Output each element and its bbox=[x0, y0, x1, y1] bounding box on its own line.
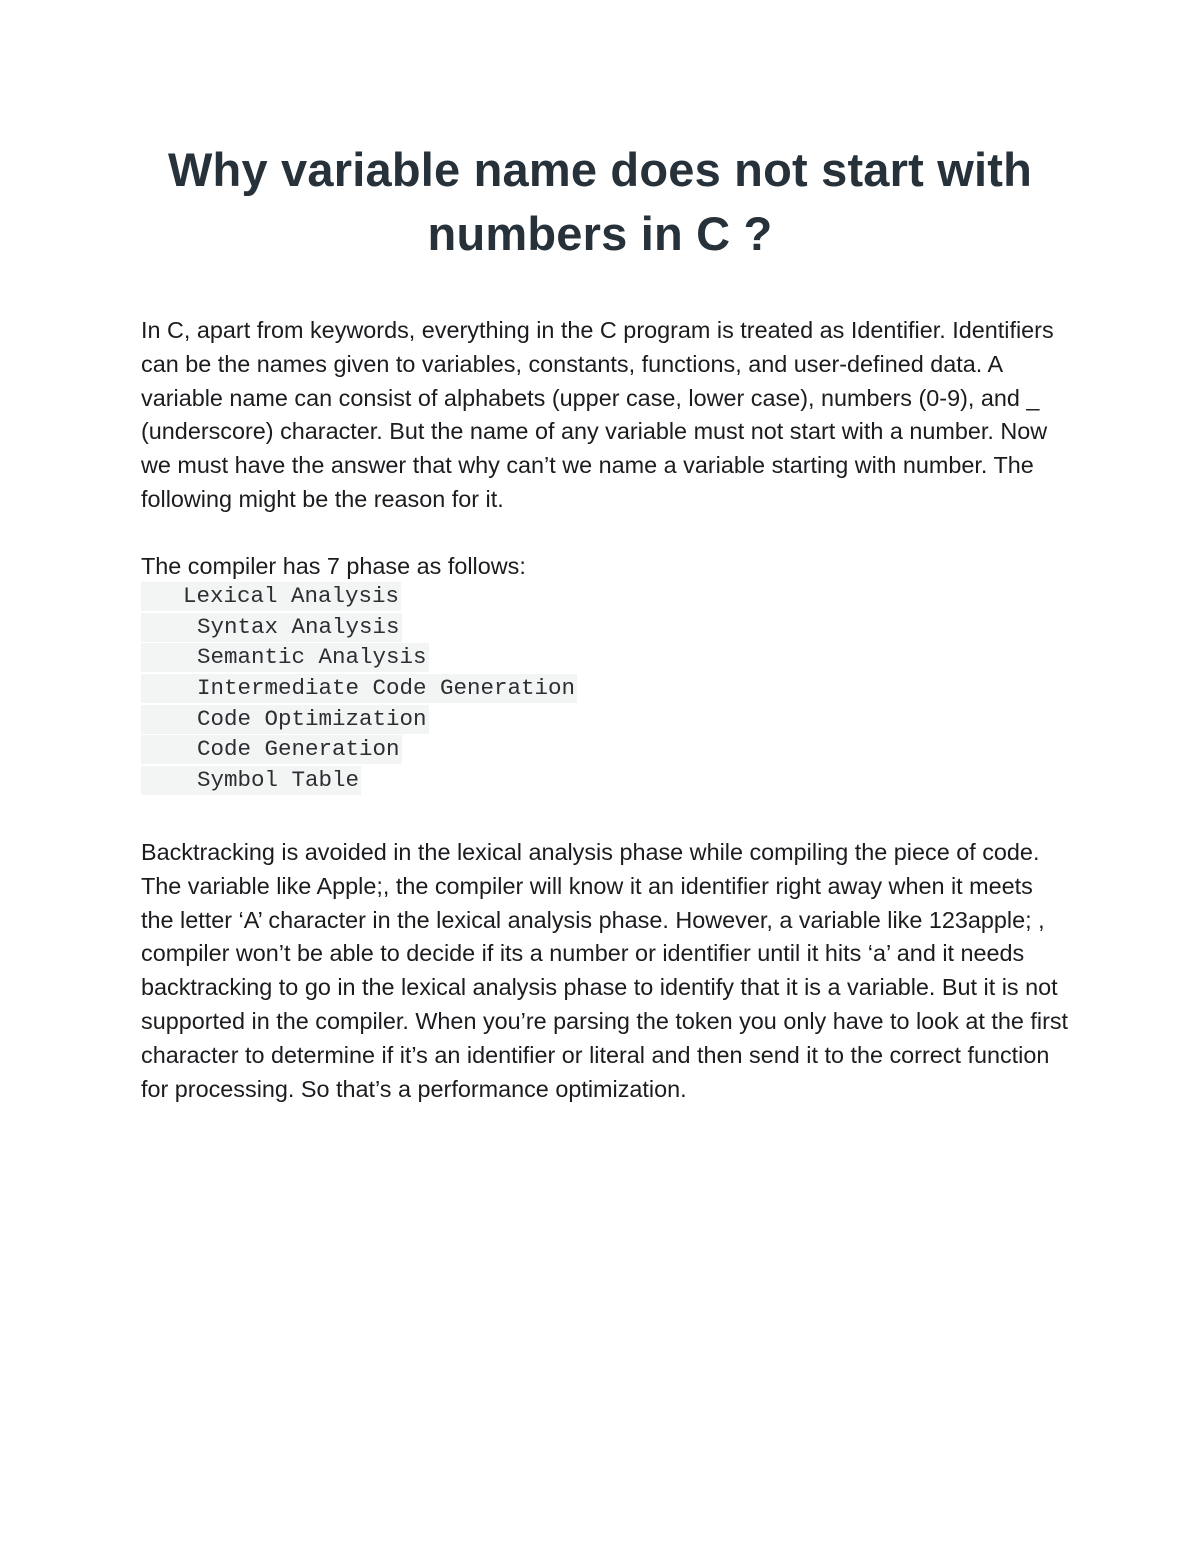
phases-heading: The compiler has 7 phase as follows: bbox=[141, 553, 526, 579]
list-item bbox=[141, 735, 577, 766]
list-item bbox=[141, 705, 577, 736]
list-item bbox=[141, 643, 577, 674]
list-item bbox=[141, 766, 577, 797]
phase-semantic-analysis: Semantic Analysis bbox=[141, 643, 429, 672]
phase-lexical-analysis: Lexical Analysis bbox=[141, 582, 401, 611]
phase-code-generation: Code Generation bbox=[141, 735, 402, 764]
intro-paragraph: In C, apart from keywords, everything in the C program is treated as Identifier. Identifiers can be the names given to variables, constants, functions, and user-defined data. A variable name can consist of alphabets (upper case, lower case), numbers (0-9), and _ (underscore) character. But the name of any variable must not start with a number. Now we must have the answer that why can’t we name a variable starting with number. The following might be the reason for it. bbox=[141, 317, 1054, 512]
list-item bbox=[141, 582, 577, 613]
phase-symbol-table: Symbol Table bbox=[141, 766, 361, 795]
phase-code-optimization: Code Optimization bbox=[141, 705, 429, 734]
compiler-phase-list bbox=[141, 582, 577, 797]
phase-intermediate-code-generation: Intermediate Code Generation bbox=[141, 674, 577, 703]
backtracking-paragraph: Backtracking is avoided in the lexical analysis phase while compiling the piece of code. The variable like Apple;, the compiler will know it an identifier right away when it meets the letter ‘A’ character in the lexical analysis phase. However, a variable like 123apple; , compiler won’t be able to decide if its a number or identifier until it hits ‘a’ and it needs backtracking to go in the lexical analysis phase to identify that it is a variable. But it is not supported in the compiler. When you’re parsing the token you only have to look at the first character to determine if it’s an identifier or literal and then send it to the correct function for processing. So that’s a performance optimization. bbox=[141, 839, 1069, 1102]
phase-syntax-analysis: Syntax Analysis bbox=[141, 613, 402, 642]
list-item bbox=[141, 674, 577, 705]
list-item bbox=[141, 613, 577, 644]
document-title: Why variable name does not start with numbers in C ? bbox=[167, 143, 1033, 260]
